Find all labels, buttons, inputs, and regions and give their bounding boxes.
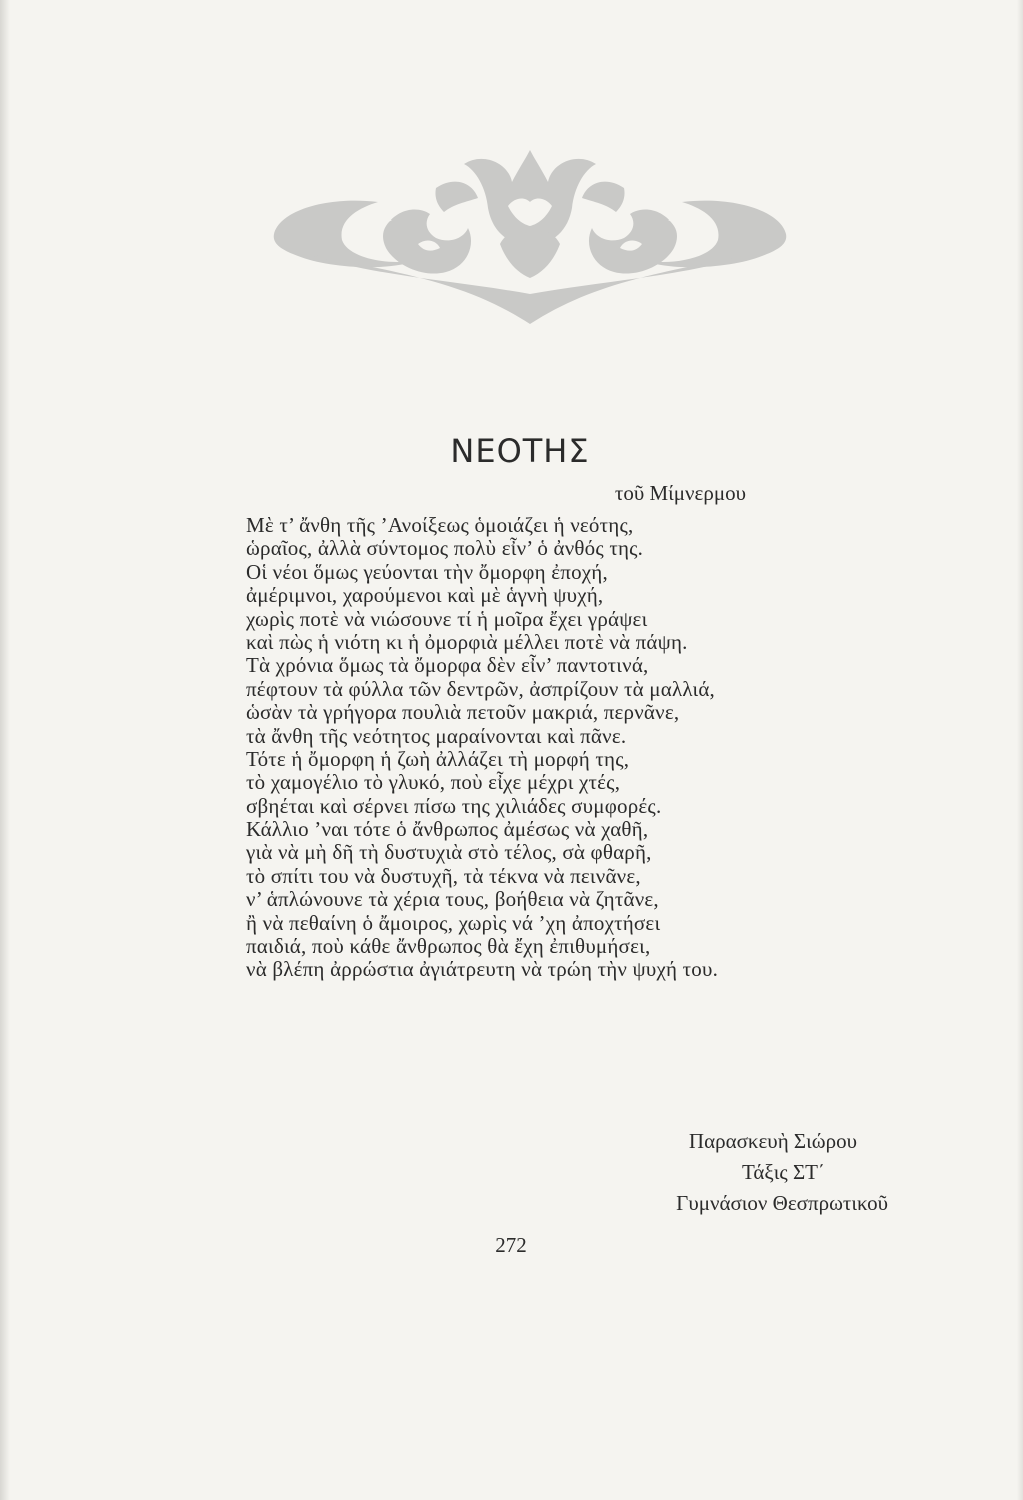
poem-line: ὡραῖος, ἀλλὰ σύντομος πολὺ εἶν’ ὁ ἀνθός της. bbox=[246, 536, 644, 561]
poem-line: Τότε ἡ ὄμορφη ἡ ζωὴ ἀλλάζει τὴ μορφή της, bbox=[246, 746, 630, 771]
poem-line: ν’ ἁπλώνουνε τὰ χέρια τους, βοήθεια νὰ ζητᾶνε, bbox=[246, 887, 659, 912]
poem-line: χωρὶς ποτὲ νὰ νιώσουνε τί ἡ μοῖρα ἔχει γράψει bbox=[246, 606, 648, 631]
poem-line: Μὲ τ’ ἄνθη τῆς ’Ανοίξεως ὁμοιάζει ἡ νεότης, bbox=[246, 513, 634, 537]
poem-line: νὰ βλέπη ἀρρώστια ἀγιάτρευτη νὰ τρώη τὴν ψυχή του. bbox=[246, 957, 719, 982]
poem-line: Τὰ χρόνια ὅμως τὰ ὄμορφα δὲν εἶν’ παντοτινά, bbox=[246, 653, 649, 678]
poem-line: ἢ νὰ πεθαίνη ὁ ἄμοιρος, χωρὶς νά ’χη ἀποχτήσει bbox=[246, 910, 661, 935]
poem-line: τὸ σπίτι του νὰ δυστυχῆ, τὰ τέκνα νὰ πεινᾶνε, bbox=[246, 863, 641, 888]
signature-school: Γυμνάσιον Θεσπρωτικοῦ bbox=[676, 1191, 888, 1215]
poem-line: καὶ πὼς ἡ νιότη κι ἡ ὀμορφιὰ μέλλει ποτὲ νὰ πάψη. bbox=[246, 629, 688, 654]
poem-line: Κάλλιο ’ναι τότε ὁ ἄνθρωπος ἀμέσως νὰ χαθῆ, bbox=[246, 817, 649, 842]
poem-line: τὰ ἄνθη τῆς νεότητος μαραίνονται καὶ πᾶνε. bbox=[246, 723, 627, 748]
poem-line: ὡσὰν τὰ γρήγορα πουλιὰ πετοῦν μακριά, περνᾶνε, bbox=[246, 700, 680, 725]
poem-line: γιὰ νὰ μὴ δῆ τὴ δυστυχιὰ στὸ τέλος, σὰ φθαρῆ, bbox=[246, 840, 652, 865]
signature-name: Παρασκευὴ Σιώρου bbox=[688, 1129, 857, 1153]
poem-line: τὸ χαμογέλιο τὸ γλυκό, ποὺ εἶχε μέχρι χτές, bbox=[246, 770, 621, 795]
page-edge-right bbox=[1017, 0, 1023, 1500]
floral-ornament-icon bbox=[268, 148, 792, 324]
page-number: 272 bbox=[495, 1233, 527, 1257]
poem-line: σβηέται καὶ σέρνει πίσω της χιλιάδες συμφορές. bbox=[246, 793, 662, 818]
poem-author: τοῦ Μίμνερμου bbox=[614, 481, 746, 505]
poem-line: Οἱ νέοι ὅμως γεύονται τὴν ὄμορφη ἐποχή, bbox=[246, 559, 608, 584]
page-edge-left bbox=[0, 0, 10, 1500]
signature-block bbox=[560, 1126, 888, 1219]
poem-body bbox=[246, 514, 846, 982]
poem-title: ΝΕΟΤΗΣ bbox=[450, 432, 590, 470]
poem-line: παιδιά, ποὺ κάθε ἄνθρωπος θὰ ἔχη ἐπιθυμήσει, bbox=[246, 934, 651, 959]
poem-line: ἀμέριμνοι, χαρούμενοι καὶ μὲ ἁγνὴ ψυχή, bbox=[246, 583, 604, 608]
signature-class: Τάξις ΣΤ΄ bbox=[741, 1160, 825, 1184]
poem-line: πέφτουν τὰ φύλλα τῶν δεντρῶν, ἀσπρίζουν τὰ μαλλιά, bbox=[246, 676, 715, 701]
